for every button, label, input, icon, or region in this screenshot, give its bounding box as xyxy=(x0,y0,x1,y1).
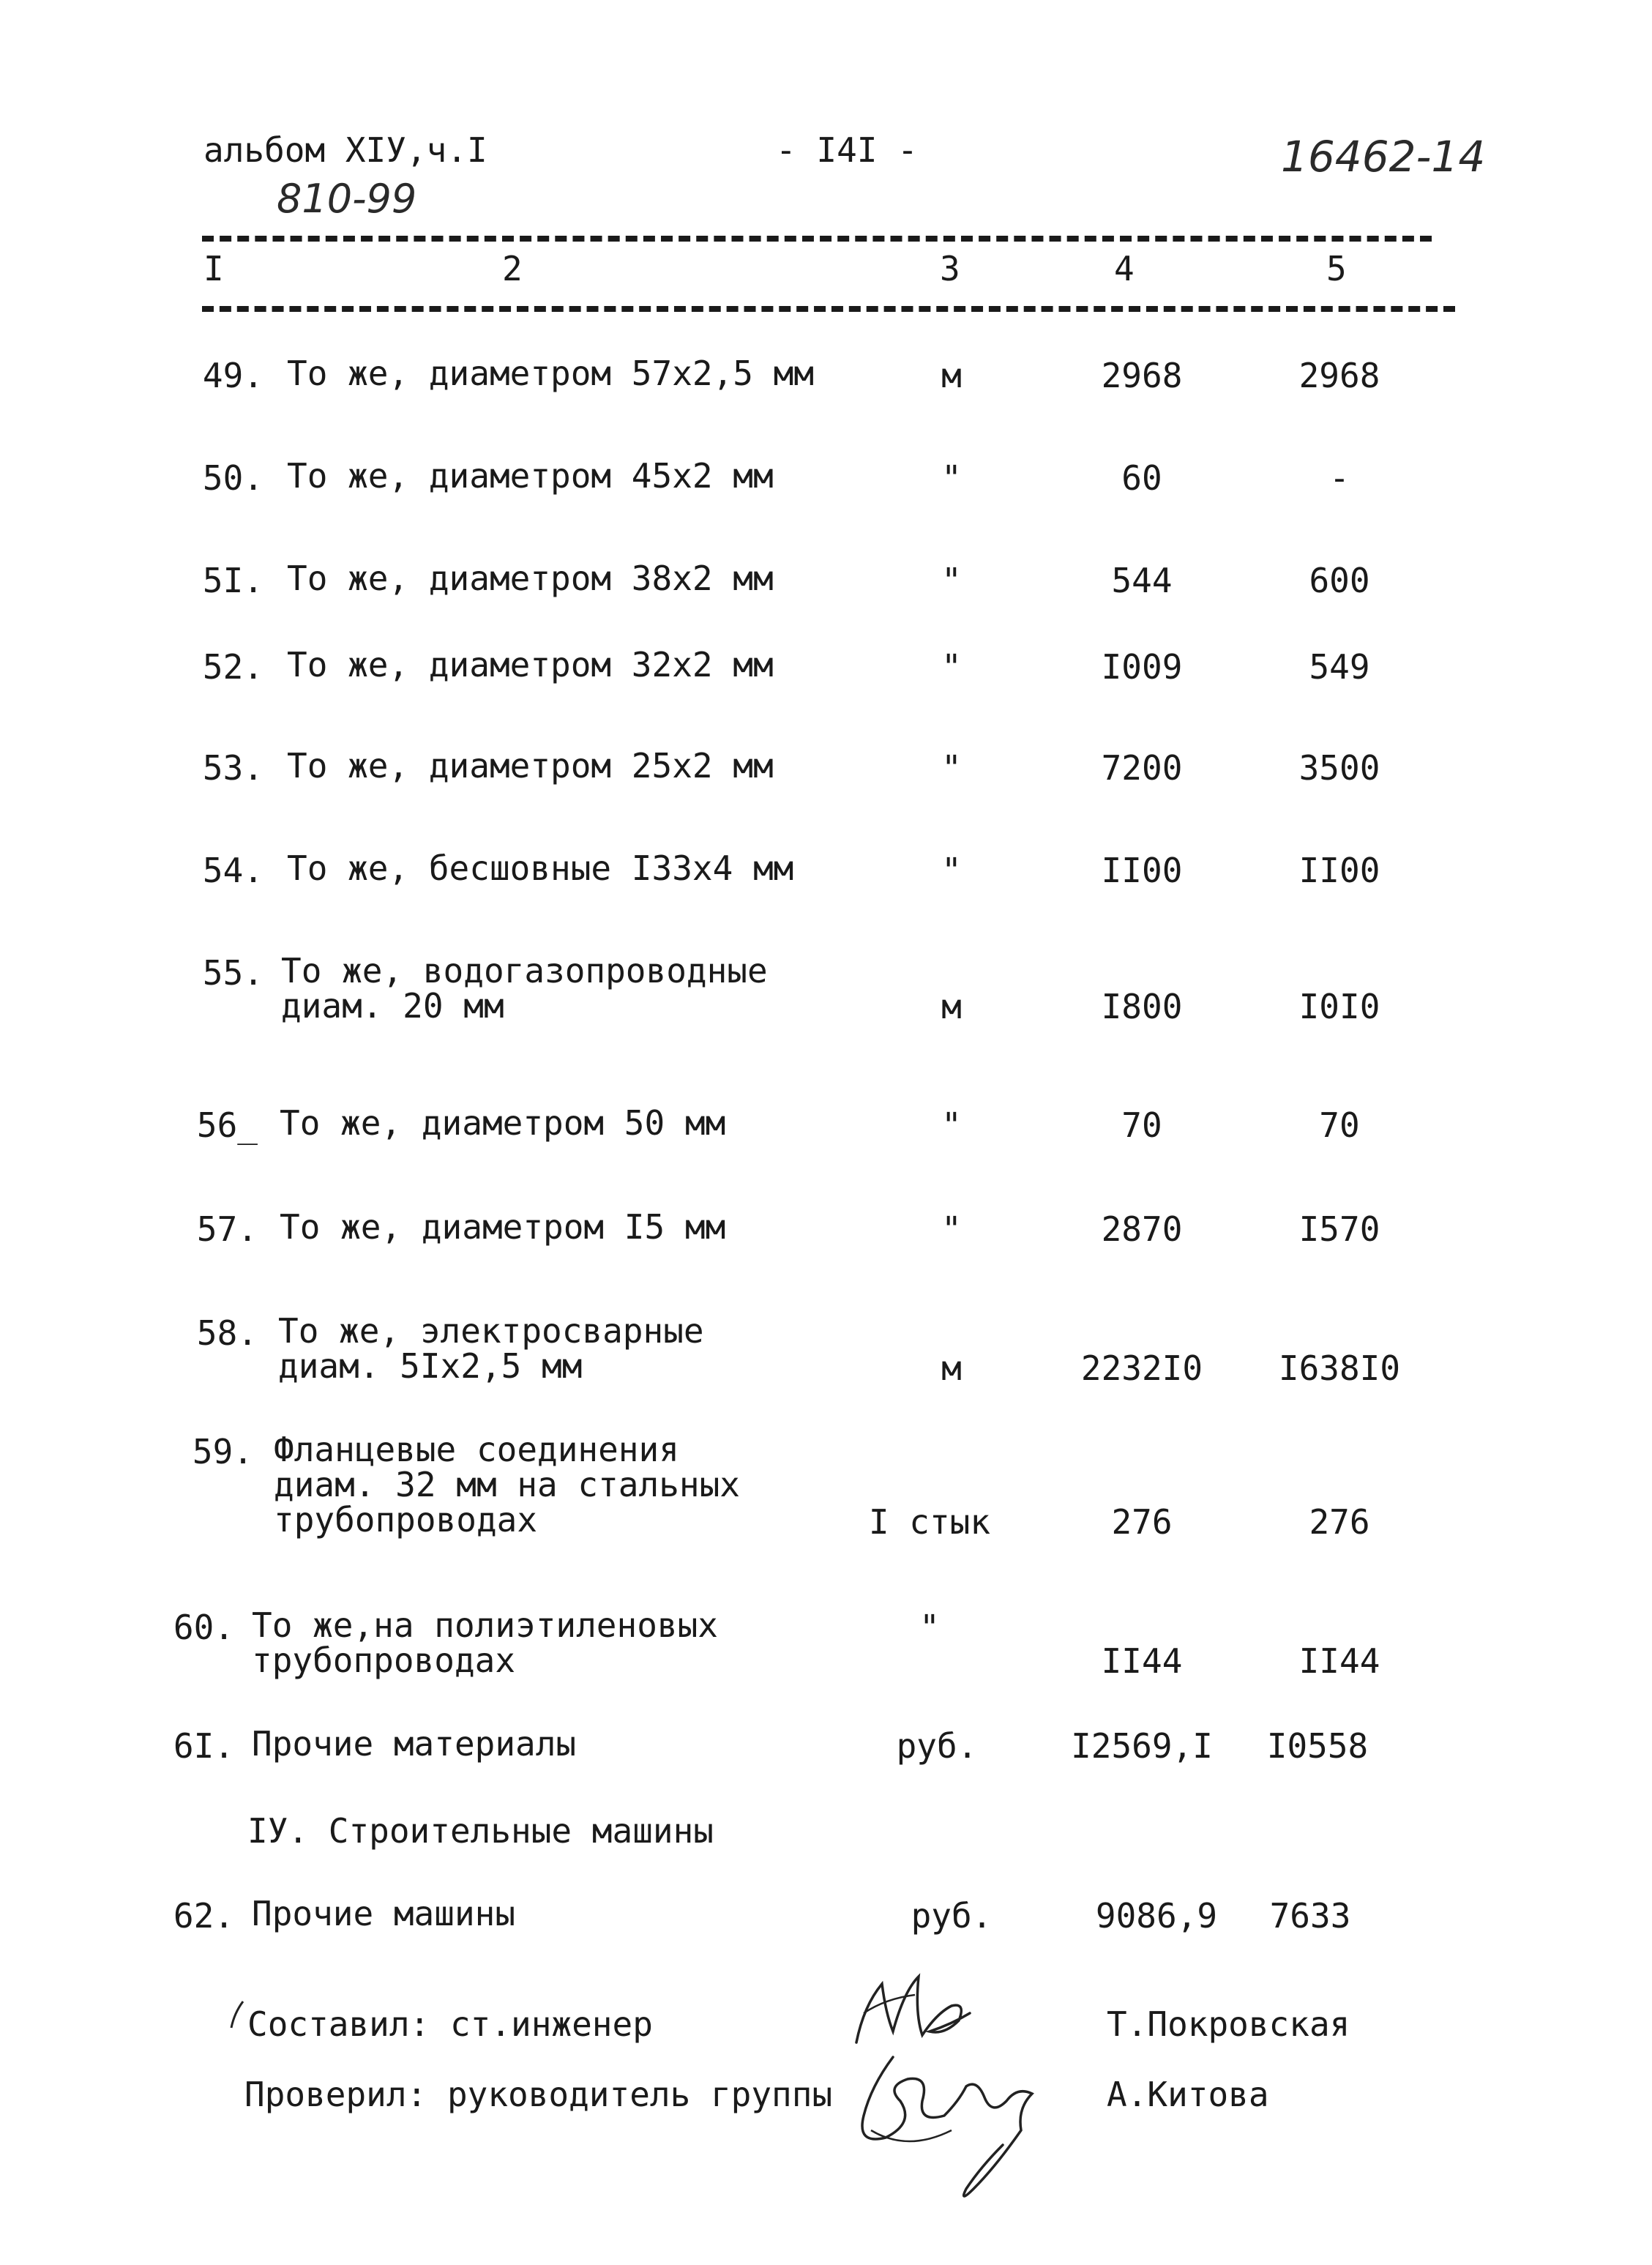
row-number: 55. xyxy=(202,953,264,993)
column-header-3: 3 xyxy=(940,249,960,288)
row-unit: " xyxy=(941,748,962,788)
section-heading: IУ. Строительные машины xyxy=(247,1811,714,1851)
row-unit: " xyxy=(941,1209,962,1249)
column-header-2: 2 xyxy=(502,249,523,288)
row-description: То же, диаметром 38х2 мм xyxy=(287,559,774,598)
row-unit: I стык xyxy=(868,1502,991,1542)
compiled-by-label: Составил: ст.инженер xyxy=(247,2004,653,2044)
row-value-col5: 549 xyxy=(1309,647,1370,687)
row-description: То же, диаметром 32х2 мм xyxy=(287,645,774,684)
row-number: 57. xyxy=(196,1209,258,1249)
album-reference: альбом XIУ,ч.I xyxy=(203,130,487,170)
column-header-5: 5 xyxy=(1326,249,1347,288)
checked-by-name: А.Китова xyxy=(1107,2075,1269,2114)
row-description: Фланцевые соединения диам. 32 мм на стальных трубопроводах xyxy=(274,1430,740,1540)
row-value-col5: 70 xyxy=(1319,1105,1360,1145)
row-value-col4: 276 xyxy=(1111,1502,1173,1542)
row-number: 53. xyxy=(202,748,264,788)
row-value-col4: 2870 xyxy=(1101,1209,1183,1249)
row-number: 54. xyxy=(202,851,264,890)
row-number: 56_ xyxy=(196,1105,258,1145)
row-number: 5I. xyxy=(202,561,264,600)
row-value-col5: 276 xyxy=(1309,1502,1370,1542)
row-value-col5: II44 xyxy=(1298,1641,1380,1681)
row-unit: м xyxy=(941,356,962,395)
row-number: 52. xyxy=(202,647,264,687)
row-value-col4: I2569,I xyxy=(1071,1726,1213,1766)
header-bottom-rule xyxy=(202,306,1455,312)
checked-by-label: Проверил: руководитель группы xyxy=(244,2075,833,2114)
row-unit: " xyxy=(941,647,962,687)
row-value-col4: II44 xyxy=(1101,1641,1183,1681)
page-number: - I4I - xyxy=(776,130,918,170)
row-number: 49. xyxy=(202,356,264,395)
row-value-col5: II00 xyxy=(1298,851,1380,890)
row-description: То же, диаметром 57х2,5 мм xyxy=(287,354,815,393)
row-description: То же, бесшовные I33х4 мм xyxy=(287,848,794,888)
row-value-col4: I009 xyxy=(1101,647,1183,687)
row-number: 6I. xyxy=(173,1726,234,1766)
row-description: Прочие машины xyxy=(252,1894,516,1933)
row-description: То же, диаметром 45х2 мм xyxy=(287,456,774,496)
row-value-col5: 600 xyxy=(1309,561,1370,600)
row-unit: " xyxy=(941,458,962,498)
row-value-col5: I570 xyxy=(1298,1209,1380,1249)
row-value-col5: 3500 xyxy=(1298,748,1380,788)
signature-checker xyxy=(849,2042,1069,2211)
column-header-1: I xyxy=(203,249,224,288)
header-top-rule xyxy=(202,236,1432,242)
row-description: То же, электросварные диам. 5Iх2,5 мм xyxy=(278,1311,704,1386)
row-unit: руб. xyxy=(896,1726,978,1766)
handwritten-tick-mark xyxy=(227,1999,249,2042)
row-value-col4: 60 xyxy=(1121,458,1162,498)
row-value-col5: I638I0 xyxy=(1278,1348,1401,1388)
row-unit: руб. xyxy=(911,1896,993,1936)
row-description: То же,на полиэтиленовых трубопроводах xyxy=(252,1605,718,1680)
compiled-by-name: Т.Покровская xyxy=(1107,2004,1350,2044)
row-description: То же, диаметром 25х2 мм xyxy=(287,746,774,786)
row-number: 60. xyxy=(173,1608,234,1647)
row-unit: " xyxy=(941,561,962,600)
row-description: То же, водогазопроводные диам. 20 мм xyxy=(281,951,768,1026)
row-value-col4: 2968 xyxy=(1101,356,1183,395)
row-value-col4: 2232I0 xyxy=(1080,1348,1203,1388)
row-value-col5: 7633 xyxy=(1269,1896,1351,1936)
row-number: 59. xyxy=(192,1432,253,1471)
row-value-col4: I800 xyxy=(1101,987,1183,1026)
row-unit: " xyxy=(941,851,962,890)
column-header-4: 4 xyxy=(1114,249,1135,288)
row-unit: " xyxy=(941,1105,962,1145)
row-number: 58. xyxy=(196,1313,258,1353)
project-number-handwritten: 810-99 xyxy=(277,176,417,222)
row-unit: " xyxy=(919,1608,940,1647)
row-value-col4: 70 xyxy=(1121,1105,1162,1145)
row-unit: м xyxy=(941,1348,962,1388)
row-number: 50. xyxy=(202,458,264,498)
row-value-col4: 7200 xyxy=(1101,748,1183,788)
row-description: То же, диаметром 50 мм xyxy=(280,1103,726,1143)
row-value-col4: 9086,9 xyxy=(1095,1896,1218,1936)
row-description: Прочие материалы xyxy=(252,1724,577,1764)
row-value-col5: I0I0 xyxy=(1298,987,1380,1026)
row-unit: м xyxy=(941,987,962,1026)
row-value-col5: 2968 xyxy=(1298,356,1380,395)
document-code-handwritten: 16462-14 xyxy=(1281,132,1486,182)
row-number: 62. xyxy=(173,1896,234,1936)
row-value-col5: - xyxy=(1329,458,1350,498)
row-value-col5: I0558 xyxy=(1266,1726,1369,1766)
row-value-col4: II00 xyxy=(1101,851,1183,890)
row-value-col4: 544 xyxy=(1111,561,1173,600)
row-description: То же, диаметром I5 мм xyxy=(280,1207,726,1247)
